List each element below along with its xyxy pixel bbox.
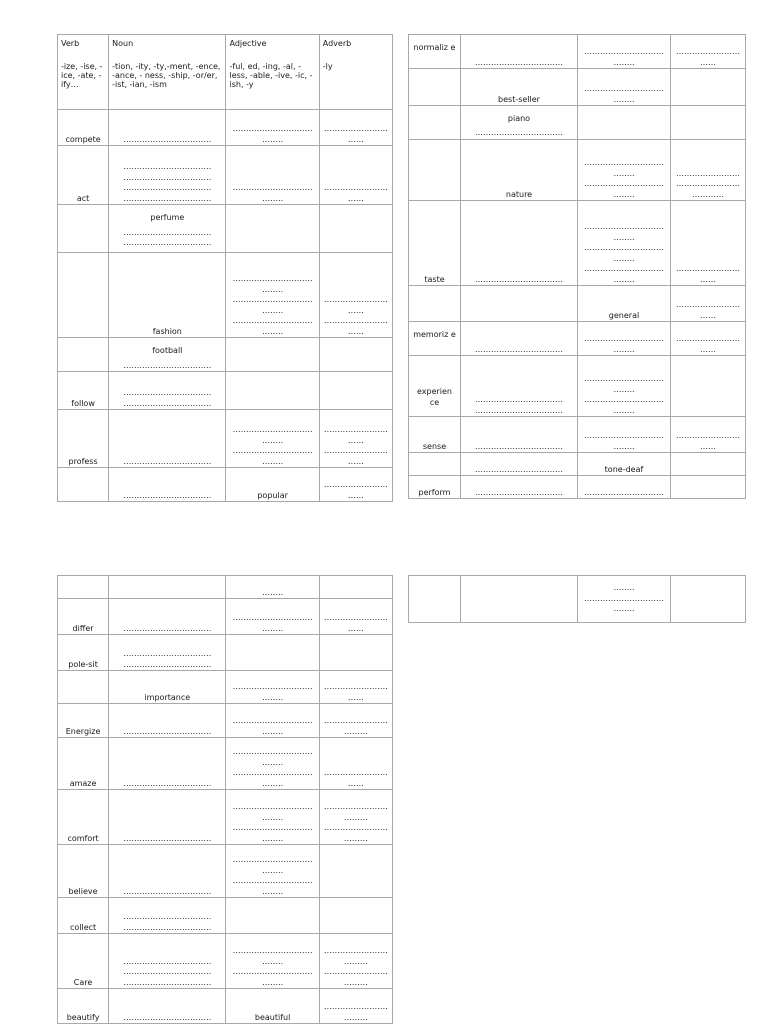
adverb-blank[interactable]: …………………… xyxy=(676,300,740,309)
word-taste: taste xyxy=(424,274,445,284)
table-row xyxy=(58,738,393,790)
adjective-blank-cont: …….. xyxy=(262,326,284,336)
table-row xyxy=(58,338,393,372)
verb-header-cell xyxy=(58,35,109,110)
adjective-blank-cont: …….. xyxy=(262,623,284,633)
table-row xyxy=(58,934,393,989)
word-perform: perform xyxy=(418,487,451,497)
table-row xyxy=(58,576,393,599)
adjective-blank[interactable]: ………………………… xyxy=(584,431,664,440)
noun-blank[interactable]: …………………………… xyxy=(475,441,563,451)
word-experience: experien ce xyxy=(416,387,453,407)
adjective-blank[interactable]: ………………………… xyxy=(584,264,664,273)
table-row xyxy=(58,410,393,468)
adjective-blank-cont: …….. xyxy=(613,189,635,199)
adjective-blank[interactable]: ………………………… xyxy=(232,425,313,434)
adjective-blank[interactable]: ………………………… xyxy=(232,876,313,885)
adverb-blank-cont: ……… xyxy=(343,833,368,843)
adverb-blank[interactable]: …………………… xyxy=(676,334,740,343)
adjective-blank[interactable]: ………………………… xyxy=(584,222,664,231)
adverb-blank[interactable]: …………………… xyxy=(676,47,740,56)
noun-blank[interactable]: …………………………… xyxy=(123,183,212,192)
word-formation-table-3 xyxy=(57,575,393,1024)
header-row xyxy=(58,35,393,110)
adverb-blank-cont: …… xyxy=(347,778,364,788)
noun-blank[interactable]: …………………………… xyxy=(475,57,563,67)
word-formation-table-1 xyxy=(57,34,393,502)
noun-blank[interactable]: …………………………… xyxy=(123,833,212,843)
adverb-blank-cont: …… xyxy=(347,435,364,445)
adverb-blank-cont: …… xyxy=(347,692,364,702)
adjective-blank-cont: …….. xyxy=(613,57,635,67)
word-formation-table-2 xyxy=(408,34,746,499)
adverb-blank-cont: …… xyxy=(347,456,364,466)
adjective-blank[interactable]: ………………………… xyxy=(584,334,664,343)
adjective-blank-cont: …….. xyxy=(262,833,284,843)
word-comfort: comfort xyxy=(67,833,99,843)
adverb-blank-cont: …… xyxy=(347,193,364,203)
noun-blank[interactable]: …………………………… xyxy=(123,162,212,171)
table-row xyxy=(58,110,393,146)
adverb-blank[interactable]: …………………… xyxy=(323,946,388,955)
adjective-blank-cont: …….. xyxy=(262,865,284,875)
word-popular: popular xyxy=(257,490,288,500)
table-row xyxy=(409,106,746,140)
adjective-suffixes: -ful, ed, -ing, -al, -less, -able, -ive, -ic, -ish, -y xyxy=(229,61,313,89)
adverb-blank-cont: …… xyxy=(347,623,364,633)
noun-blank[interactable]: …………………………… xyxy=(475,405,563,415)
table-row xyxy=(409,201,746,286)
adverb-suffixes: -ly xyxy=(322,61,333,71)
adjective-blank[interactable]: ………………………… xyxy=(232,316,313,325)
adverb-blank-cont: ……… xyxy=(343,977,368,987)
noun-blank[interactable]: …………………………… xyxy=(123,623,212,633)
word-differ: differ xyxy=(72,623,94,633)
noun-blank[interactable]: …………………………… xyxy=(123,172,212,182)
table-row xyxy=(409,356,746,417)
adjective-blank-cont: …….. xyxy=(613,94,635,104)
word-energize: Energize xyxy=(65,726,101,736)
adjective-blank[interactable]: ………………………… xyxy=(232,768,313,777)
table-row xyxy=(58,898,393,934)
noun-header: Noun xyxy=(112,39,134,48)
adjective-blank[interactable]: ………………………… xyxy=(584,374,664,383)
adverb-blank[interactable]: …………………… xyxy=(323,768,388,777)
adverb-blank[interactable]: …………………… xyxy=(323,124,388,133)
word-follow: follow xyxy=(71,398,95,408)
word-nature: nature xyxy=(505,189,533,199)
noun-blank[interactable]: …………………………… xyxy=(123,193,212,203)
noun-blank[interactable]: …………………………… xyxy=(123,649,212,658)
noun-blank[interactable]: …………………………… xyxy=(123,956,212,966)
noun-suffixes: -tion, -ity, -ty,-ment, -ence, -ance, - ness, -ship, -or/er, -ist, -ian, -ism xyxy=(112,61,221,89)
adverb-blank-cont: …… xyxy=(347,326,364,336)
word-care: Care xyxy=(73,977,93,987)
noun-blank[interactable]: …………………………… xyxy=(123,659,212,669)
noun-blank[interactable]: …………………………… xyxy=(123,886,212,896)
adverb-blank[interactable]: …………………… xyxy=(323,967,388,976)
adjective-blank-cont: …….. xyxy=(613,168,635,178)
table-row xyxy=(409,286,746,322)
adjective-blank[interactable]: ………………………… xyxy=(584,487,664,497)
table-row xyxy=(58,468,393,502)
noun-blank[interactable]: …………………………… xyxy=(123,967,212,976)
table-row xyxy=(409,140,746,201)
table-row xyxy=(58,599,393,635)
noun-blank[interactable]: …………………………… xyxy=(475,487,563,497)
noun-blank[interactable]: …………………………… xyxy=(123,388,212,397)
adjective-blank[interactable]: ………………………… xyxy=(232,274,313,283)
adjective-blank-cont: …….. xyxy=(613,441,635,451)
noun-header-cell xyxy=(109,35,226,110)
adverb-blank[interactable]: …………………… xyxy=(323,183,388,192)
adjective-blank[interactable]: ………………………… xyxy=(584,179,664,188)
noun-blank[interactable]: …………………………… xyxy=(123,227,212,237)
adverb-blank[interactable]: …………………… xyxy=(323,295,388,304)
word-collect: collect xyxy=(69,922,97,932)
adverb-blank-cont: …… xyxy=(700,274,716,284)
table-row xyxy=(58,146,393,205)
noun-blank[interactable]: …………………………… xyxy=(123,134,212,144)
noun-blank[interactable]: …………………………… xyxy=(123,726,212,736)
table-row xyxy=(58,372,393,410)
word-memorize: memoriz e xyxy=(413,330,456,339)
word-believe: believe xyxy=(68,886,98,896)
adjective-blank[interactable]: ………………………… xyxy=(584,47,664,56)
table-row xyxy=(409,69,746,106)
adverb-blank[interactable]: …………………… xyxy=(323,682,388,691)
adjective-header-cell xyxy=(226,35,319,110)
adjective-blank-cont: …….. xyxy=(262,134,284,144)
adjective-blank[interactable]: ………………………… xyxy=(584,243,664,252)
adjective-blank[interactable]: ………………………… xyxy=(232,946,313,955)
noun-blank[interactable]: …………………………… xyxy=(123,1012,212,1022)
noun-blank[interactable]: …………………………… xyxy=(475,344,563,354)
adjective-blank[interactable]: ………………………… xyxy=(232,183,313,192)
adjective-blank[interactable]: ………………………… xyxy=(232,855,313,864)
word-beautify: beautify xyxy=(66,1012,100,1022)
adjective-blank-cont: …….. xyxy=(262,977,284,987)
word-general: general xyxy=(608,310,640,320)
adjective-header: Adjective xyxy=(229,39,267,48)
adjective-blank-cont: …….. xyxy=(613,232,635,242)
adjective-blank-cont: …….. xyxy=(613,274,635,284)
adjective-blank-cont: …….. xyxy=(613,583,635,593)
word-perfume: perfume xyxy=(150,213,185,222)
noun-blank[interactable]: …………………………… xyxy=(123,912,212,921)
adjective-blank-cont: …….. xyxy=(262,812,284,822)
adverb-blank[interactable]: …………………… xyxy=(323,316,388,325)
noun-blank[interactable]: …………………………… xyxy=(123,977,212,987)
adverb-header: Adverb xyxy=(322,39,352,48)
noun-blank[interactable]: …………………………… xyxy=(475,464,563,474)
table-row xyxy=(58,989,393,1024)
noun-blank[interactable]: …………………………… xyxy=(123,398,212,408)
adverb-blank-cont: …… xyxy=(347,134,364,144)
noun-blank[interactable]: …………………………… xyxy=(475,274,563,284)
adjective-blank-cont: …….. xyxy=(262,305,284,315)
adverb-blank[interactable]: …………………… xyxy=(676,168,740,178)
table-row xyxy=(58,845,393,898)
adjective-blank-cont: …….. xyxy=(262,757,284,767)
adverb-blank[interactable]: …………………… xyxy=(323,446,388,455)
word-amaze: amaze xyxy=(69,778,97,788)
word-best-seller: best-seller xyxy=(498,94,540,104)
adjective-blank[interactable]: ………………………… xyxy=(232,747,313,756)
adjective-blank[interactable]: ………………………… xyxy=(232,967,313,976)
adjective-blank-cont: …….. xyxy=(262,456,284,466)
adjective-blank[interactable]: ………………………… xyxy=(232,716,313,725)
word-pole-sit: pole-sit xyxy=(68,659,98,669)
adjective-blank[interactable]: ………………………… xyxy=(584,593,664,603)
noun-blank[interactable]: …………………………… xyxy=(123,778,212,788)
table-row xyxy=(58,790,393,845)
adverb-header-cell xyxy=(319,35,392,110)
noun-blank[interactable]: …………………………… xyxy=(123,456,212,466)
adjective-blank-cont: …….. xyxy=(262,692,284,702)
noun-blank[interactable]: …………………………… xyxy=(475,395,563,404)
table-row xyxy=(409,417,746,453)
noun-blank[interactable]: …………………………… xyxy=(123,922,212,932)
table-row xyxy=(58,253,393,338)
adjective-blank[interactable]: ………………………… xyxy=(232,802,313,811)
adjective-blank-cont: …….. xyxy=(262,587,284,597)
adjective-blank[interactable]: ………………………… xyxy=(584,158,664,167)
adjective-blank-cont: …….. xyxy=(613,384,635,394)
adverb-blank[interactable]: …………………… xyxy=(323,480,388,489)
table-row xyxy=(409,35,746,69)
adjective-blank[interactable]: ………………………… xyxy=(232,613,313,622)
adverb-blank[interactable]: …………………… xyxy=(323,425,388,434)
word-formation-table-4 xyxy=(408,575,746,623)
adverb-blank-cont: ………… xyxy=(692,189,724,199)
adverb-blank-cont: …… xyxy=(700,310,716,320)
adverb-blank-cont: ……… xyxy=(343,812,368,822)
adjective-blank[interactable]: ………………………… xyxy=(232,446,313,455)
adjective-blank-cont: …….. xyxy=(262,726,284,736)
adverb-blank-cont: …… xyxy=(700,57,716,67)
adverb-blank-cont: …… xyxy=(700,344,716,354)
adverb-blank[interactable]: …………………… xyxy=(676,179,740,188)
word-tone-deaf: tone-deaf xyxy=(604,464,644,474)
adverb-blank-cont: …… xyxy=(347,490,364,500)
adjective-blank-cont: …….. xyxy=(262,284,284,294)
adjective-blank-cont: …….. xyxy=(613,344,635,354)
adjective-blank[interactable]: ………………………… xyxy=(584,84,664,93)
adjective-blank-cont: …….. xyxy=(262,956,284,966)
adverb-blank-cont: …… xyxy=(347,305,364,315)
table-row xyxy=(409,322,746,356)
adverb-blank-cont: ……… xyxy=(343,956,368,966)
word-compete: compete xyxy=(65,134,101,144)
adverb-blank-cont: …… xyxy=(700,441,716,451)
adjective-blank-cont: …….. xyxy=(262,193,284,203)
adverb-blank-cont: ……… xyxy=(343,1012,368,1022)
adverb-blank[interactable]: …………………… xyxy=(323,613,388,622)
noun-blank[interactable]: …………………………… xyxy=(123,360,212,370)
table-row xyxy=(409,476,746,499)
adjective-blank-cont: …….. xyxy=(613,405,635,415)
word-beautiful: beautiful xyxy=(254,1012,291,1022)
verb-suffixes: -ize, -ise, -ice, -ate, -ify… xyxy=(61,61,103,89)
table-row xyxy=(58,205,393,253)
adjective-blank-cont: …….. xyxy=(613,253,635,263)
table-row xyxy=(409,576,746,623)
table-row xyxy=(409,453,746,476)
adverb-blank[interactable]: …………………… xyxy=(676,264,740,273)
noun-blank[interactable]: …………………………… xyxy=(475,127,563,137)
adverb-blank[interactable]: …………………… xyxy=(323,716,388,725)
word-sense: sense xyxy=(422,441,447,451)
adjective-blank[interactable]: ………………………… xyxy=(232,295,313,304)
table-row xyxy=(58,704,393,738)
word-piano: piano xyxy=(507,114,531,123)
verb-header: Verb xyxy=(61,39,80,48)
adverb-blank-cont: ……… xyxy=(343,726,368,736)
noun-blank[interactable]: …………………………… xyxy=(123,238,212,247)
adjective-blank-cont: …….. xyxy=(262,778,284,788)
adjective-blank[interactable]: ………………………… xyxy=(232,823,313,832)
table-row xyxy=(58,635,393,671)
adverb-blank[interactable]: …………………… xyxy=(323,802,388,811)
word-fashion: fashion xyxy=(152,326,182,336)
word-act: act xyxy=(76,193,90,203)
adverb-blank[interactable]: …………………… xyxy=(323,823,388,832)
noun-blank[interactable]: …………………………… xyxy=(123,490,212,500)
word-normalize: normaliz e xyxy=(413,43,456,52)
adjective-blank-cont: …….. xyxy=(613,604,635,614)
adjective-blank-cont: …….. xyxy=(262,886,284,896)
adjective-blank[interactable]: ………………………… xyxy=(232,124,313,133)
word-football: football xyxy=(152,346,183,355)
adjective-blank[interactable]: ………………………… xyxy=(584,395,664,404)
adverb-blank[interactable]: …………………… xyxy=(323,1002,388,1011)
adjective-blank[interactable]: ………………………… xyxy=(232,682,313,691)
word-importance: importance xyxy=(144,692,191,702)
word-profess: profess xyxy=(68,456,98,466)
adjective-blank-cont: …….. xyxy=(262,435,284,445)
table-row xyxy=(58,671,393,704)
adverb-blank[interactable]: …………………… xyxy=(676,431,740,440)
